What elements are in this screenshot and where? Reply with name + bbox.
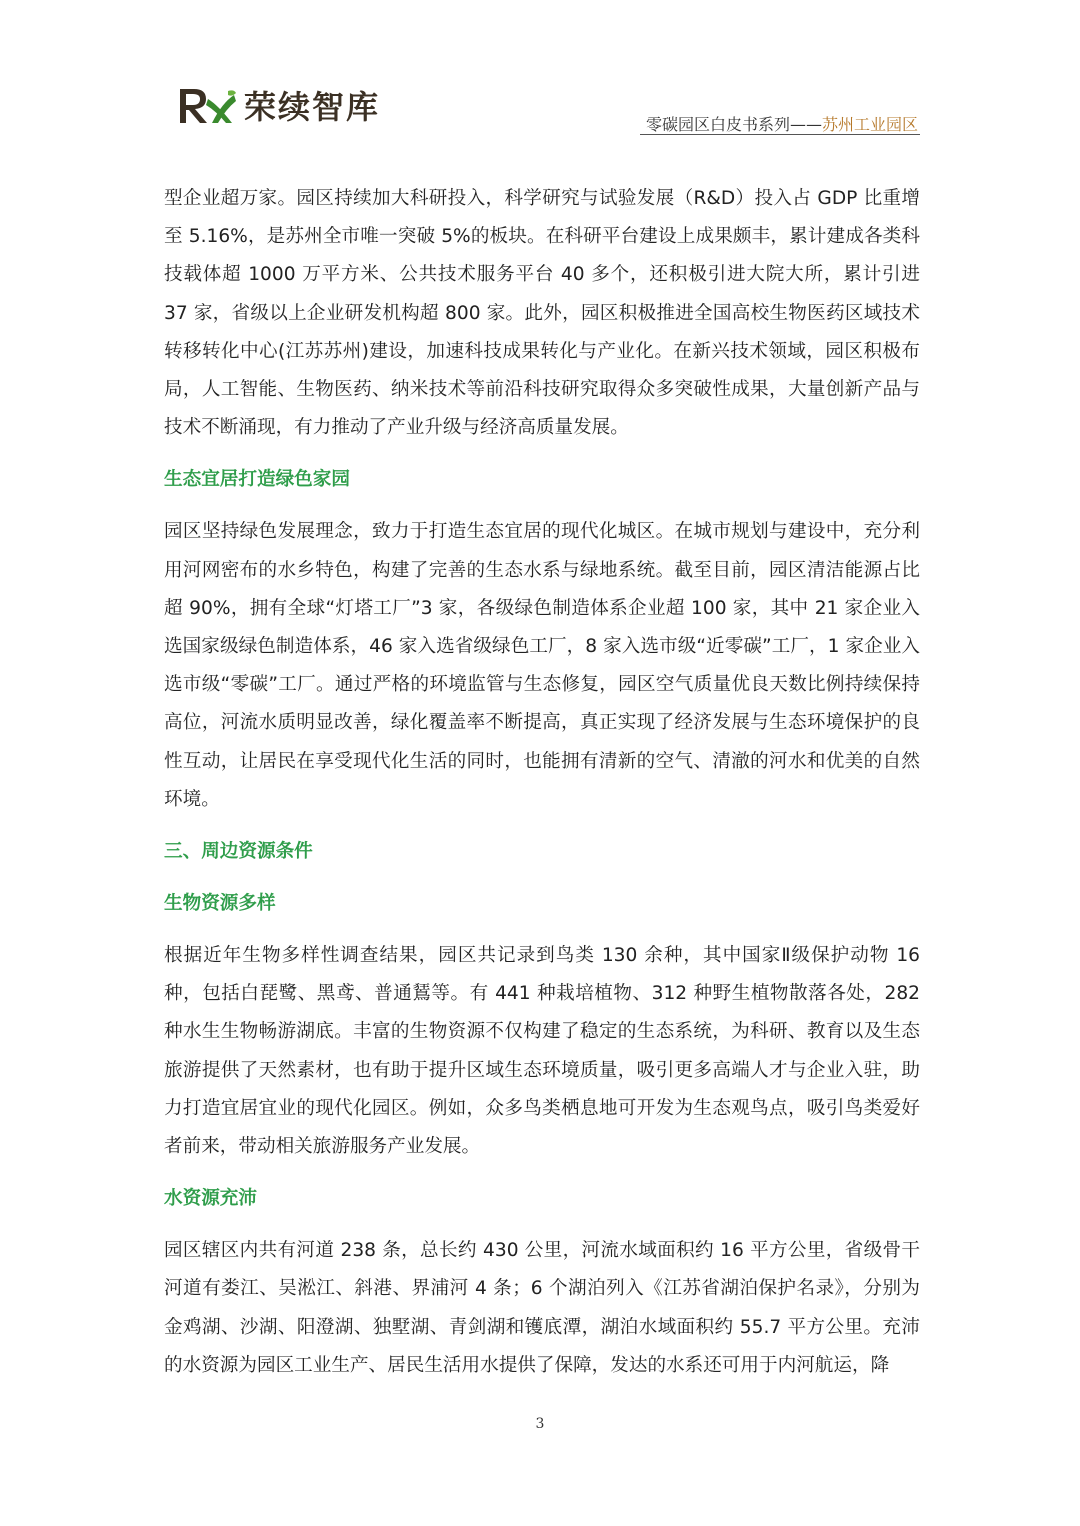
- paragraph-biodiversity: 根据近年生物多样性调查结果，园区共记录到鸟类 130 余种，其中国家Ⅱ级保护动物 16 种，包括白琵鹭、黑鸢、普通鵟等。有 441 种栽培植物、312 种野生植物散落各处，282 种水生生物畅游湖底。丰富的生物资源不仅构建了稳定的生态系统，为科研、教育以及生态旅游提供了天然素材，也有助于提升区域生态环境质量，吸引更多高端人才与企业入驻，助力打造宜居宜业的现代化园区。例如，众多鸟类栖息地可开发为生态观鸟点，吸引鸟类爱好者前来，带动相关旅游服务产业发展。: [164, 945, 920, 1158]
- heading-water-resources: 水资源充沛: [164, 1188, 257, 1210]
- header-divider: [640, 134, 920, 135]
- section-title-surrounding-resources: 三、周边资源条件: [164, 841, 313, 863]
- paragraph-green-development: 园区坚持绿色发展理念，致力于打造生态宜居的现代化城区。在城市规划与建设中，充分利用河网密布的水乡特色，构建了完善的生态水系与绿地系统。截至目前，园区清洁能源占比超 90%，拥有全球“灯塔工厂”3 家，各级绿色制造体系企业超 100 家，其中 21 家企业入选国家级绿色制造体系，46 家入选省级绿色工厂，8 家入选市级“近零碳”工厂，1 家企业入选市级“零碳”工厂。通过严格的环境监管与生态修复，园区空气质量优良天数比例持续保持高位，河流水质明显改善，绿化覆盖率不断提高，真正实现了经济发展与生态环境保护的良性互动，让居民在享受现代化生活的同时，也能拥有清新的空气、清澈的河水和优美的自然环境。: [164, 521, 920, 810]
- page-header: [0, 0, 1080, 140]
- brand-logo: [176, 82, 380, 128]
- rx-logo-icon: [176, 83, 238, 127]
- page-content: [164, 180, 920, 1385]
- series-prefix: 零碳园区白皮书系列——: [645, 115, 822, 134]
- paragraph-water-resources: 园区辖区内共有河道 238 条，总长约 430 公里，河流水域面积约 16 平方公里，省级骨干河道有娄江、吴淞江、斜港、界浦河 4 条；6 个湖泊列入《江苏省湖泊保护名录》，分别为金鸡湖、沙湖、阳澄湖、独墅湖、青剑湖和镬底潭，湖泊水域面积约 55.7 平方公里。充沛的水资源为园区工业生产、居民生活用水提供了保障，发达的水系还可用于内河航运，降: [164, 1240, 920, 1376]
- logo-text: 荣续智库: [244, 88, 381, 126]
- heading-biodiversity: 生物资源多样: [164, 893, 276, 915]
- page-number: 3: [535, 1416, 545, 1432]
- series-highlight: 苏州工业园区: [821, 115, 918, 134]
- heading-ecological-living: 生态宜居打造绿色家园: [164, 469, 350, 491]
- paragraph-rd-investment: 型企业超万家。园区持续加大科研投入，科学研究与试验发展（R&D）投入占 GDP 比重增至 5.16%，是苏州全市唯一突破 5%的板块。在科研平台建设上成果颇丰，累计建成各类科技载体超 1000 万平方米、公共技术服务平台 40 多个，还积极引进大院大所，累计引进 37 家，省级以上企业研发机构超 800 家。此外，园区积极推进全国高校生物医药区域技术转移转化中心(江苏苏州)建设，加速科技成果转化与产业化。在新兴技术领域，园区积极布局，人工智能、生物医药、纳米技术等前沿科技研究取得众多突破性成果，大量创新产品与技术不断涌现，有力推动了产业升级与经济高质量发展。: [164, 188, 920, 439]
- series-title: [646, 112, 918, 135]
